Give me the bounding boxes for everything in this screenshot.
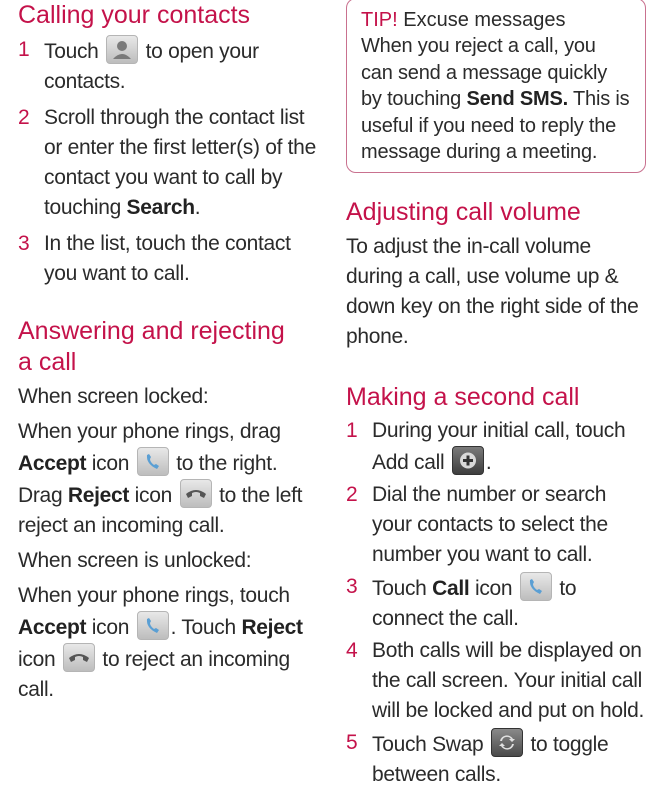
list-item: [18, 103, 323, 223]
section-title-calling: Calling your contacts: [18, 1, 251, 29]
text: to reject an incoming call.: [18, 648, 290, 701]
bold-text: Reject: [67, 484, 130, 507]
step-text: .: [194, 196, 201, 219]
tip-box: [346, 0, 646, 173]
phone-accept-icon: [520, 572, 552, 601]
step-text: icon: [474, 576, 513, 600]
paragraph: [18, 417, 323, 479]
step-number: 2: [18, 106, 30, 129]
tip-heading: [361, 7, 631, 33]
right-column: [346, 0, 646, 790]
step-text: In the list, touch the contact you want to call.: [44, 232, 291, 285]
step-text: .: [485, 450, 492, 474]
tip-title: Excuse messages: [403, 9, 566, 31]
tip-body: [361, 33, 631, 166]
text: This is useful if you need to reply the message during a meeting.: [361, 88, 630, 163]
step-number: 1: [346, 418, 358, 442]
bold-text: Reject: [241, 616, 303, 639]
bold-text: Send SMS.: [466, 88, 569, 110]
bold-text: Accept: [18, 616, 87, 639]
list-item: [346, 572, 646, 634]
bold-text: Accept: [18, 452, 87, 475]
text: icon: [134, 484, 172, 507]
step-number: 2: [346, 482, 358, 506]
paragraph: [18, 581, 323, 705]
text: to the right.: [176, 452, 278, 475]
contacts-icon: [106, 35, 138, 64]
section-title-second-call: Making a second call: [346, 382, 580, 411]
phone-reject-icon: [63, 643, 95, 672]
add-call-icon: [452, 446, 484, 475]
text: When your phone rings, touch: [18, 584, 290, 607]
left-column: [18, 0, 323, 705]
list-item: [18, 229, 323, 289]
step-number: 5: [346, 730, 358, 754]
text: Drag: [18, 484, 63, 507]
step-text: to toggle between calls.: [372, 732, 609, 786]
step-text: Touch Swap: [372, 732, 484, 756]
step-number: 3: [18, 232, 30, 255]
paragraph: When screen locked:: [18, 385, 209, 408]
step-text: to open your contacts.: [44, 40, 259, 93]
text: icon: [18, 648, 56, 671]
step-text: During your initial call, touch Add call: [372, 418, 626, 474]
phone-reject-icon: [180, 479, 212, 508]
step-text: to connect the call.: [372, 576, 577, 630]
step-bold-text: Search: [126, 196, 195, 219]
paragraph: [18, 479, 323, 541]
title-line: Answering and rejecting: [18, 317, 285, 345]
step-number: 3: [346, 574, 358, 598]
list-item: [346, 416, 646, 478]
step-number: 1: [18, 38, 30, 61]
text: icon: [91, 616, 130, 639]
swap-icon: [491, 728, 523, 757]
phone-accept-icon: [137, 447, 169, 476]
list-item: [346, 480, 646, 570]
section-title-answering: [18, 316, 323, 378]
section-title-volume: Adjusting call volume: [346, 197, 581, 226]
list-item: [346, 728, 646, 790]
text: . Touch: [170, 616, 236, 639]
text: When you reject a call, you can send a message quickly by touching: [361, 35, 608, 110]
paragraph: To adjust the in-call volume during a call, use volume up & down key on the right side of the phone.: [346, 234, 639, 348]
step-text: Dial the number or search your contacts to select the number you want to call.: [372, 482, 608, 566]
text: When your phone rings, drag: [18, 420, 281, 443]
step-number: 4: [346, 638, 358, 662]
text: to the left reject an incoming call.: [18, 484, 303, 537]
bold-text: Call: [432, 576, 470, 600]
list-item: [346, 636, 646, 726]
phone-accept-icon: [137, 611, 169, 640]
tip-label: TIP!: [361, 9, 398, 31]
step-text: Both calls will be displayed on the call screen. Your initial call will be locked and put on hold.: [372, 638, 645, 722]
step-text: Scroll through the contact list or enter the first letter(s) of the contact you want to call by touching: [44, 106, 316, 219]
title-line: a call: [18, 348, 77, 376]
step-text: Touch: [372, 576, 427, 600]
step-text: Touch: [44, 40, 99, 63]
text: icon: [91, 452, 130, 475]
list-item: [18, 35, 323, 97]
paragraph: When screen is unlocked:: [18, 549, 252, 572]
